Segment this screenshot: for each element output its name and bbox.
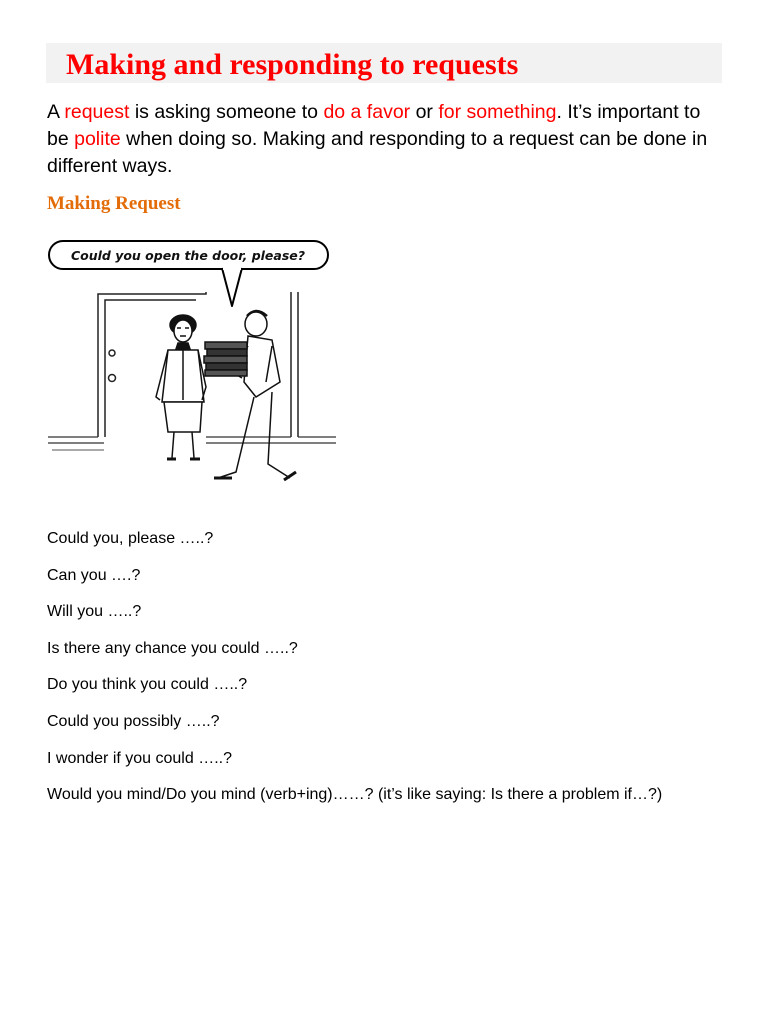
intro-text: when doing so. Making and responding to a request can be done in different ways. [47, 128, 708, 177]
list-item: Is there any chance you could …..? [47, 639, 298, 657]
request-phrases-list [47, 528, 727, 814]
list-item: Can you ….? [47, 566, 141, 584]
intro-text: or [410, 101, 439, 123]
title-banner [46, 43, 722, 83]
intro-text: . It’s important to be [47, 101, 701, 150]
woman-figure [156, 315, 206, 459]
list-item: Will you …..? [47, 603, 142, 621]
speech-bubble [49, 241, 328, 306]
highlight-for-something: for something [438, 101, 557, 123]
list-item: Could you possibly …..? [47, 712, 220, 730]
man-figure [204, 311, 296, 480]
intro-paragraph [47, 99, 727, 180]
list-item: Would you mind/Do you mind (verb+ing)……? (it’s like saying: Is there a problem if…?) [47, 786, 663, 804]
speech-bubble-text: Could you open the door, please? [70, 248, 306, 263]
highlight-request: request [64, 101, 130, 123]
list-item: I wonder if you could …..? [47, 749, 232, 767]
list-item: Could you, please …..? [47, 530, 214, 547]
list-item: Do you think you could …..? [47, 676, 248, 694]
highlight-do-a-favor: do a favor [323, 101, 411, 123]
page-title: Making and responding to requests [66, 48, 519, 81]
request-cartoon-illustration [46, 232, 338, 496]
intro-text: is asking someone to [129, 101, 324, 123]
highlight-polite: polite [74, 128, 121, 150]
section-heading: Making Request [47, 193, 181, 214]
intro-text: A [47, 101, 65, 123]
